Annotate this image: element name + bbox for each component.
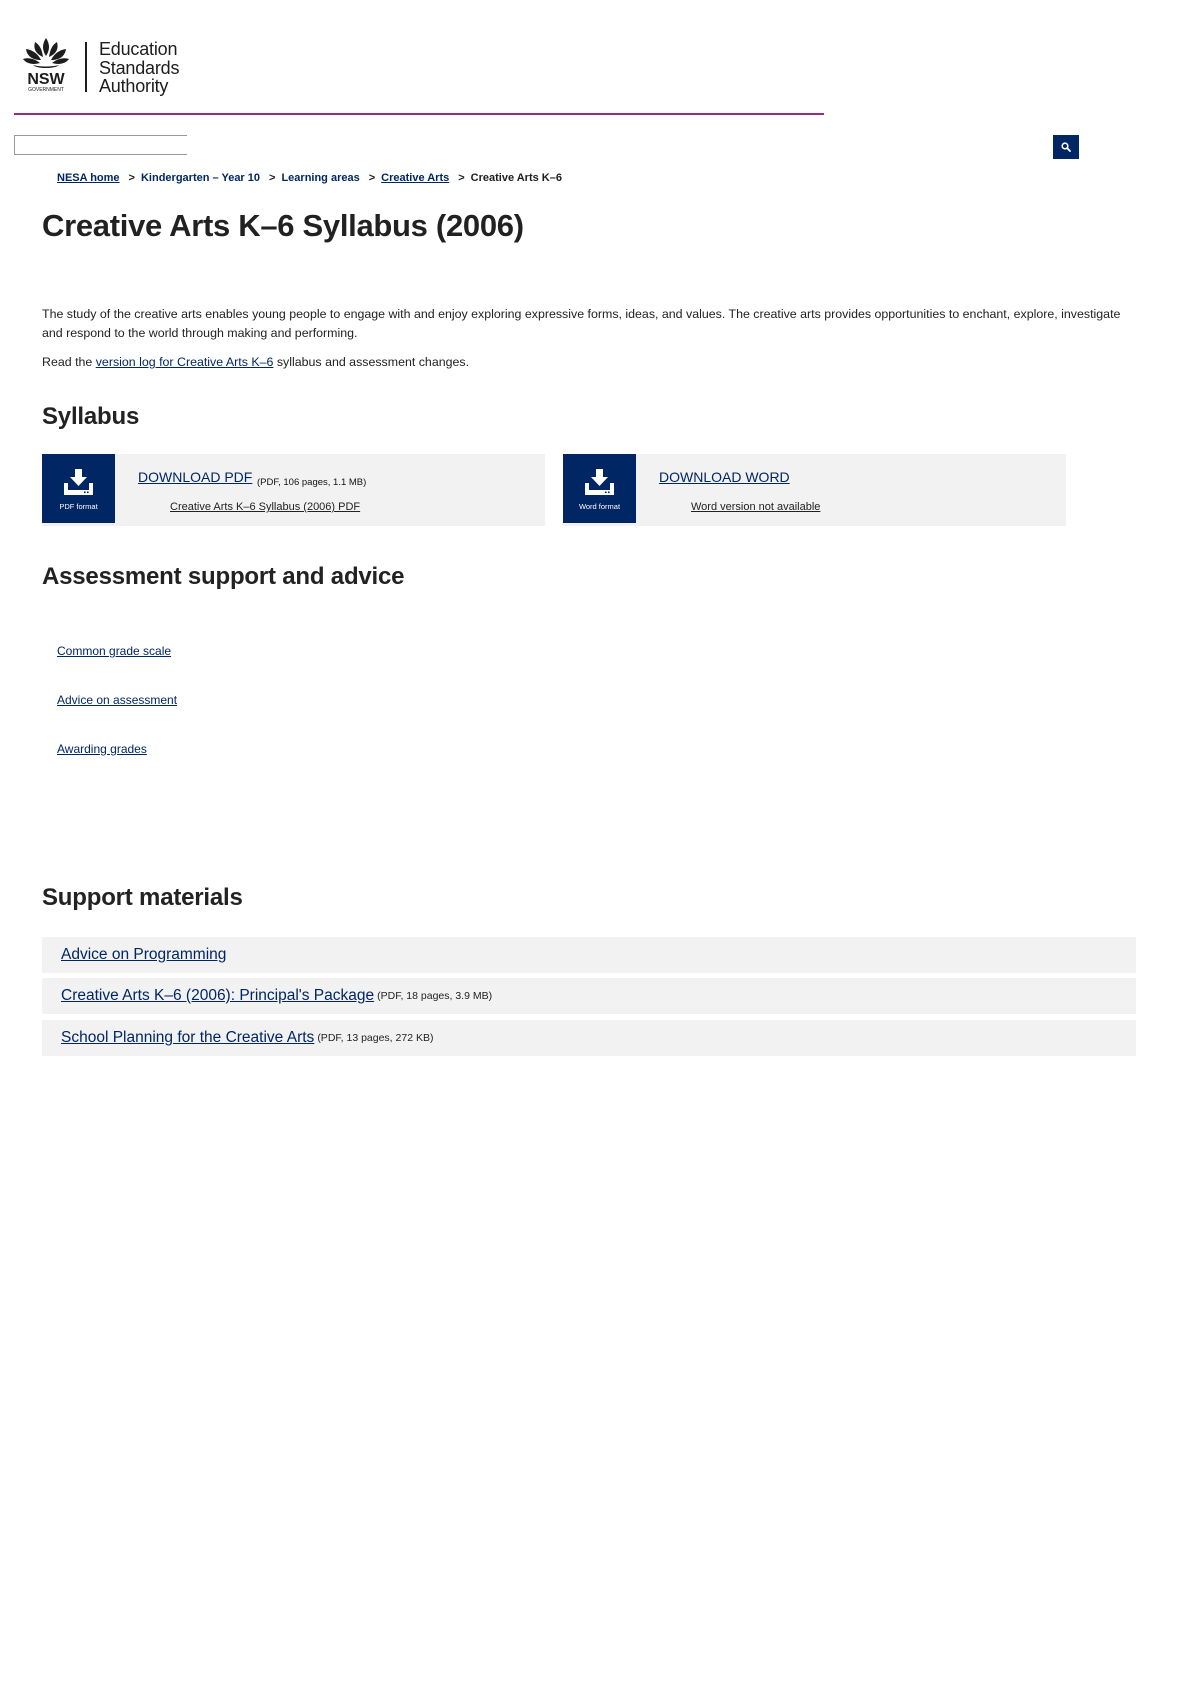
breadcrumb-item-kindergarten-year-10[interactable]: Kindergarten – Year 10 [140, 172, 261, 184]
breadcrumb-separator: > [128, 172, 135, 184]
logo-text-line-2: Standards [99, 57, 180, 78]
page-title: Creative Arts K–6 Syllabus (2006) [42, 208, 524, 243]
pdf-file-meta: (PDF, 106 pages, 1.1 MB) [257, 477, 367, 488]
version-log-prefix: Read the [42, 355, 96, 369]
version-log-suffix: syllabus and assessment changes. [273, 355, 470, 369]
download-pdf-card [42, 454, 545, 526]
download-icon [585, 469, 614, 495]
search-input[interactable] [14, 135, 187, 155]
nsw-waratah-logo-icon [21, 36, 71, 92]
support-item-meta: (PDF, 18 pages, 3.9 MB) [377, 990, 493, 1002]
breadcrumb-separator: > [458, 172, 465, 184]
syllabus-heading: Syllabus [42, 403, 140, 430]
support-item-meta: (PDF, 13 pages, 272 KB) [317, 1032, 434, 1044]
download-word-card [563, 454, 1066, 526]
logo-text-line-1: Education [99, 39, 178, 59]
version-log-link[interactable]: version log for Creative Arts K–6 [95, 355, 274, 369]
breadcrumb-separator: > [269, 172, 276, 184]
version-log-paragraph [42, 355, 469, 369]
support-item [42, 978, 1136, 1014]
breadcrumb-separator: > [368, 172, 376, 184]
word-download-badge[interactable] [563, 454, 636, 523]
support-materials-heading: Support materials [42, 884, 243, 911]
support-item-link[interactable]: Creative Arts K–6 (2006): Principal's Package [61, 987, 375, 1004]
download-icon [64, 469, 93, 495]
search-icon [1061, 142, 1071, 152]
advice-on-assessment-link[interactable]: Advice on assessment [57, 693, 178, 707]
breadcrumb-item-creative-arts[interactable]: Creative Arts [381, 172, 450, 184]
intro-paragraph: The study of the creative arts enables young people to engage with and enjoy exploring expressive forms, ideas, and values. The creative arts provides opportunities to enchant, explore, investigate and respond to the world through making and performing. [42, 307, 1121, 340]
logo-divider [85, 42, 87, 92]
pdf-file-link[interactable]: Creative Arts K–6 Syllabus (2006) PDF [170, 501, 361, 513]
breadcrumb [57, 172, 562, 184]
nesa-logo[interactable] [21, 36, 196, 96]
nsw-wordmark: NSW [27, 71, 65, 88]
breadcrumb-item-nesa-home[interactable]: NESA home [57, 172, 120, 184]
support-item [42, 937, 1136, 973]
header-divider [14, 113, 824, 115]
assessment-heading: Assessment support and advice [42, 563, 405, 590]
support-item-link[interactable]: School Planning for the Creative Arts [61, 1029, 315, 1046]
support-item [42, 1020, 1136, 1056]
pdf-format-label: PDF format [59, 502, 98, 511]
support-item-link[interactable]: Advice on Programming [61, 946, 227, 963]
word-file-link[interactable]: Word version not available [691, 501, 821, 513]
government-wordmark: GOVERNMENT [28, 87, 64, 92]
breadcrumb-item-learning-areas[interactable]: Learning areas [281, 172, 360, 184]
download-word-link[interactable]: DOWNLOAD WORD [659, 469, 790, 485]
awarding-grades-link[interactable]: Awarding grades [57, 742, 147, 756]
download-pdf-link[interactable]: DOWNLOAD PDF [138, 469, 253, 485]
word-format-label: Word format [578, 502, 621, 511]
logo-text-line-3: Authority [99, 76, 169, 96]
common-grade-scale-link[interactable]: Common grade scale [57, 644, 172, 658]
breadcrumb-item-current: Creative Arts K–6 [470, 172, 562, 184]
logo-text [99, 40, 179, 96]
pdf-download-badge[interactable] [42, 454, 115, 523]
search-button[interactable] [1053, 135, 1079, 159]
